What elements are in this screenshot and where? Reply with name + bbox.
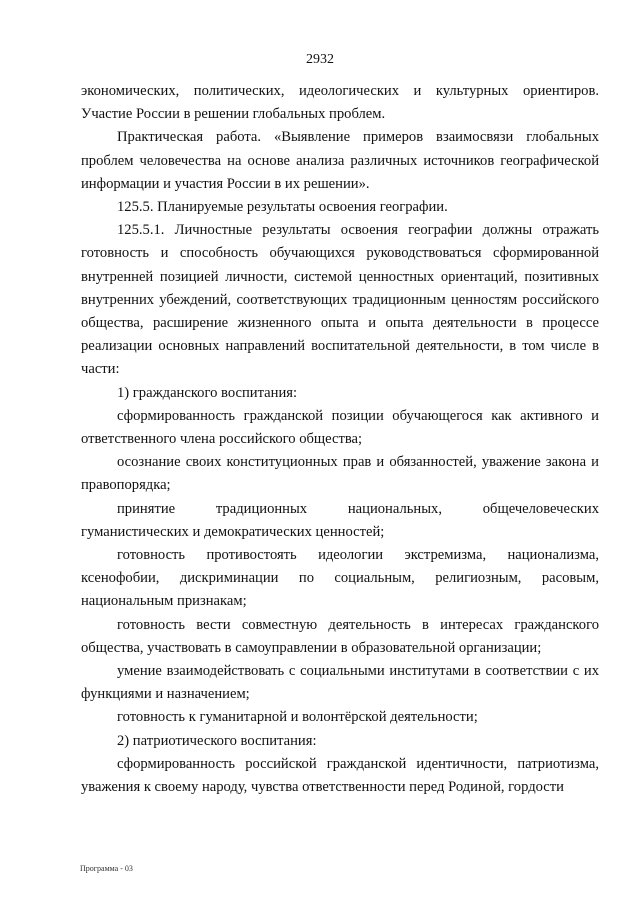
list-item: сформированность гражданской позиции обучающегося как активного и ответственного члена российского общества; — [81, 407, 599, 448]
list-heading: 2) патриотического воспитания: — [117, 732, 317, 749]
page-number: 2932 — [306, 52, 334, 67]
paragraph: Практическая работа. «Выявление примеров взаимосвязи глобальных проблем человечества на основе анализа различных источников географической информации и участия России в их решении». — [81, 129, 599, 192]
page-footer: Программа - 03 — [80, 864, 133, 873]
list-item: сформированность российской гражданской идентичности, патриотизма, уважения к своему народу, чувства ответственности перед Родиной, гордости — [81, 755, 599, 796]
list-item: готовность к гуманитарной и волонтёрской деятельности; — [117, 709, 478, 726]
list-item: готовность вести совместную деятельность в интересах гражданского общества, участвовать в самоуправлении в образовательной организации; — [81, 616, 599, 656]
list-item: умение взаимодействовать с социальными институтами в соответствии с их функциями и назначением; — [81, 663, 599, 703]
list-item: готовность противостоять идеологии экстремизма, национализма, ксенофобии, дискриминации по социальным, религиозным, расовым, национальным признакам; — [81, 547, 599, 610]
list-heading: 1) гражданского воспитания: — [117, 384, 298, 401]
section-heading: 125.5. Планируемые результаты освоения географии. — [117, 199, 448, 216]
list-item: осознание своих конституционных прав и обязанностей, уважение закона и правопорядка; — [81, 454, 599, 494]
paragraph: экономических, политических, идеологических и культурных ориентиров. Участие России в решении глобальных проблем. — [81, 83, 599, 123]
paragraph: 125.5.1. Личностные результаты освоения географии должны отражать готовность и способность обучающихся руководствоваться сформированной внутренней позицией личности, системой ценностных ориентаций, позитивных внутренних убеждений, соответствующих традиционным ценностям российского общества, расширение жизненного опыта и опыта деятельности в процессе реализации основных направлений воспитательной деятельности, в том числе в части: — [81, 222, 599, 378]
list-item: принятие традиционных национальных, общечеловеческих гуманистических и демократических ценностей; — [81, 500, 599, 540]
document-body — [81, 80, 599, 799]
